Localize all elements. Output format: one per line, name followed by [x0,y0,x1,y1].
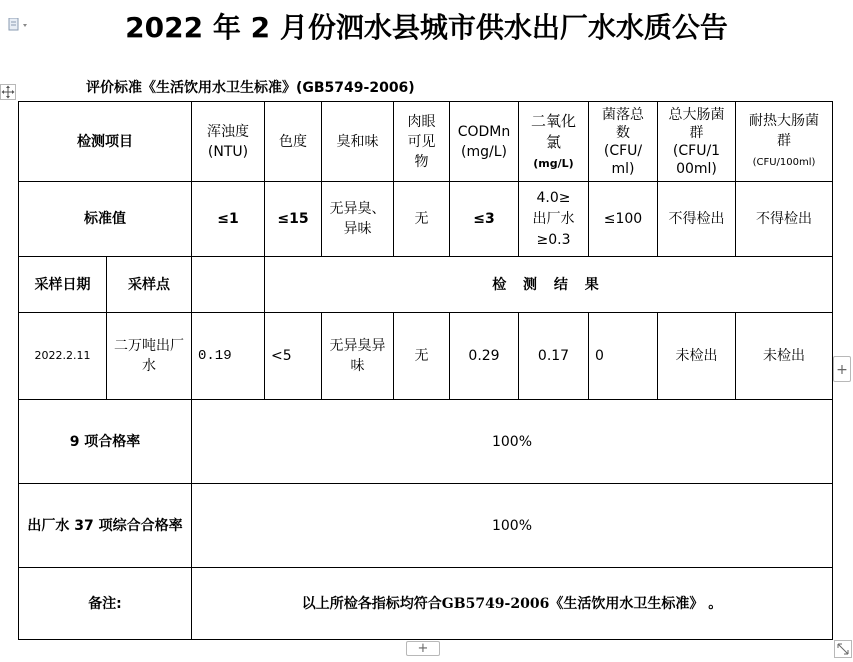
results-label: 检 测 结 果 [265,257,833,313]
table-cell: 0.19 [192,313,265,400]
table-cell: ≤100 [589,182,658,257]
table-cell: ≤3 [450,182,519,257]
pass-rate-37-label: 出厂水 37 项综合合格率 [19,484,192,568]
remark-text: 以上所检各指标均符合GB5749-2006《生活饮用水卫生标准》 。 [192,568,833,640]
standard-row [19,182,833,257]
table-cell: 无 [394,313,450,400]
sample-date-label: 采样日期 [19,257,107,313]
table-cell: 未检出 [658,313,736,400]
table-cell: 未检出 [736,313,833,400]
remark-label: 备注: [19,568,192,640]
table-cell: ≤1 [192,182,265,257]
table-cell: 0 [589,313,658,400]
table-cell: 无 [394,182,450,257]
color-header: 色度 [265,102,322,182]
resize-icon[interactable] [834,640,852,658]
colony-count-header: 菌落总 数 (CFU/ ml) [589,102,658,182]
chlorine-dioxide-header: 二氧化 氯 (mg/L) [519,102,589,182]
table-cell: <5 [265,313,322,400]
standard-label: 标准值 [19,182,192,257]
pass-rate-9-label: 9 项合格率 [19,400,192,484]
table-cell: ≤15 [265,182,322,257]
visible-matter-header: 肉眼 可见 物 [394,102,450,182]
sample-point: 二万吨出厂水 [107,313,192,400]
table-cell: 0.17 [519,313,589,400]
odor-header: 臭和味 [322,102,394,182]
sampling-header-row [19,257,833,313]
add-column-button[interactable]: + [833,356,851,382]
evaluation-standard: 评价标准《生活饮用水卫生标准》(GB5749-2006) [86,80,415,96]
move-cross-icon[interactable] [0,84,16,100]
sample-point-label: 采样点 [107,257,192,313]
pass-rate-9-row [19,400,833,484]
empty-cell [192,257,265,313]
page-title: 2022 年 2 月份泗水县城市供水出厂水水质公告 [125,11,728,44]
sample-row [19,313,833,400]
water-quality-table [18,101,833,640]
table-cell: 不得检出 [736,182,833,257]
turbidity-header: 浑浊度 (NTU) [192,102,265,182]
item-header: 检测项目 [19,102,192,182]
chlorine-standard: 4.0≥ 出厂水 ≥0.3 [519,182,589,257]
table-cell: 无异臭异味 [322,313,394,400]
thermotolerant-coliform-header: 耐热大肠菌 群 (CFU/100ml) [736,102,833,182]
add-row-button[interactable]: + [406,641,440,656]
pass-rate-37-value: 100% [192,484,833,568]
remark-row [19,568,833,640]
codmn-header: CODMn (mg/L) [450,102,519,182]
table-cell: 不得检出 [658,182,736,257]
table-cell: 0.29 [450,313,519,400]
coliform-header: 总大肠菌 群 (CFU/1 00ml) [658,102,736,182]
pass-rate-37-row [19,484,833,568]
header-row [19,102,833,182]
sample-date: 2022.2.11 [19,313,107,400]
pass-rate-9-value: 100% [192,400,833,484]
table-cell: 无异臭、异味 [322,182,394,257]
